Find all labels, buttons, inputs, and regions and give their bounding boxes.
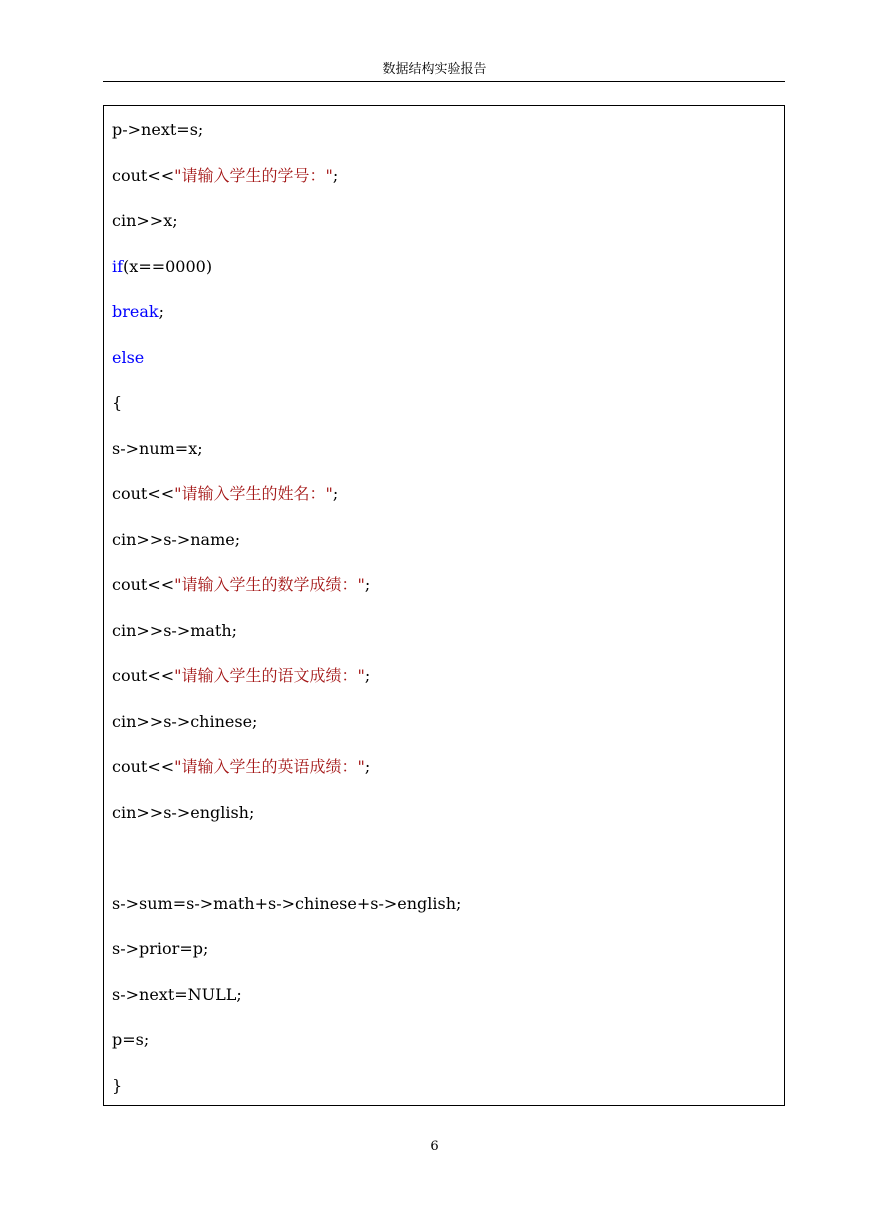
code-text: ; <box>364 666 371 685</box>
code-line <box>112 985 242 1005</box>
code-text: cout<< <box>112 165 175 185</box>
code-line <box>112 575 370 595</box>
code-line <box>112 302 164 322</box>
code-line <box>112 484 338 504</box>
code-text: ; <box>364 757 371 776</box>
page-number: 6 <box>430 1139 439 1154</box>
code-block <box>103 105 785 1106</box>
code-line <box>112 530 240 550</box>
code-keyword: if <box>112 256 124 276</box>
code-line <box>112 712 257 732</box>
code-text: { <box>112 393 123 412</box>
code-text: cout<< <box>112 484 175 503</box>
code-text: cout<< <box>112 575 175 594</box>
code-line <box>112 166 338 186</box>
code-keyword: else <box>112 347 145 367</box>
code-text: cin>>s->chinese; <box>112 711 258 731</box>
page-header-title: 数据结构实验报告 <box>382 62 487 77</box>
code-string: "请输入学生的学号：" <box>174 165 333 185</box>
header-divider <box>103 81 785 82</box>
code-string: "请输入学生的英语成绩：" <box>174 757 365 776</box>
code-line <box>112 666 370 686</box>
code-line <box>112 939 208 959</box>
code-line <box>112 1076 122 1096</box>
code-line <box>112 803 254 823</box>
code-text: s->num=x; <box>112 438 203 458</box>
code-text: (x==0000) <box>123 256 213 276</box>
code-text: cin>>s->math; <box>112 620 238 640</box>
code-text: s->sum=s->math+s->chinese+s->english; <box>112 893 462 913</box>
code-line <box>112 757 370 777</box>
code-line <box>112 894 461 914</box>
code-text: ; <box>332 484 339 503</box>
code-text: cin>>s->english; <box>112 802 255 822</box>
code-text: ; <box>158 302 164 321</box>
code-line <box>112 621 237 641</box>
code-line <box>112 257 212 277</box>
code-line <box>112 439 203 459</box>
code-text: cin>>s->name; <box>112 529 241 549</box>
code-text: s->prior=p; <box>112 939 209 958</box>
code-text: cin>>x; <box>112 211 178 230</box>
code-text: cout<< <box>112 666 175 685</box>
code-line <box>112 120 203 140</box>
code-string: "请输入学生的语文成绩：" <box>174 666 365 685</box>
code-line <box>112 211 178 231</box>
code-text: p=s; <box>112 1030 150 1049</box>
code-text: p->next=s; <box>112 120 204 139</box>
code-line <box>112 1030 149 1050</box>
code-text: } <box>112 1075 123 1095</box>
code-text: ; <box>332 165 339 185</box>
code-string: "请输入学生的姓名：" <box>174 484 333 503</box>
code-text: s->next=NULL; <box>112 984 242 1004</box>
code-text: cout<< <box>112 757 175 776</box>
code-line <box>112 348 144 368</box>
code-string: "请输入学生的数学成绩：" <box>174 575 365 594</box>
code-text: ; <box>364 575 371 594</box>
code-keyword: break <box>112 302 159 321</box>
code-line <box>112 393 122 413</box>
